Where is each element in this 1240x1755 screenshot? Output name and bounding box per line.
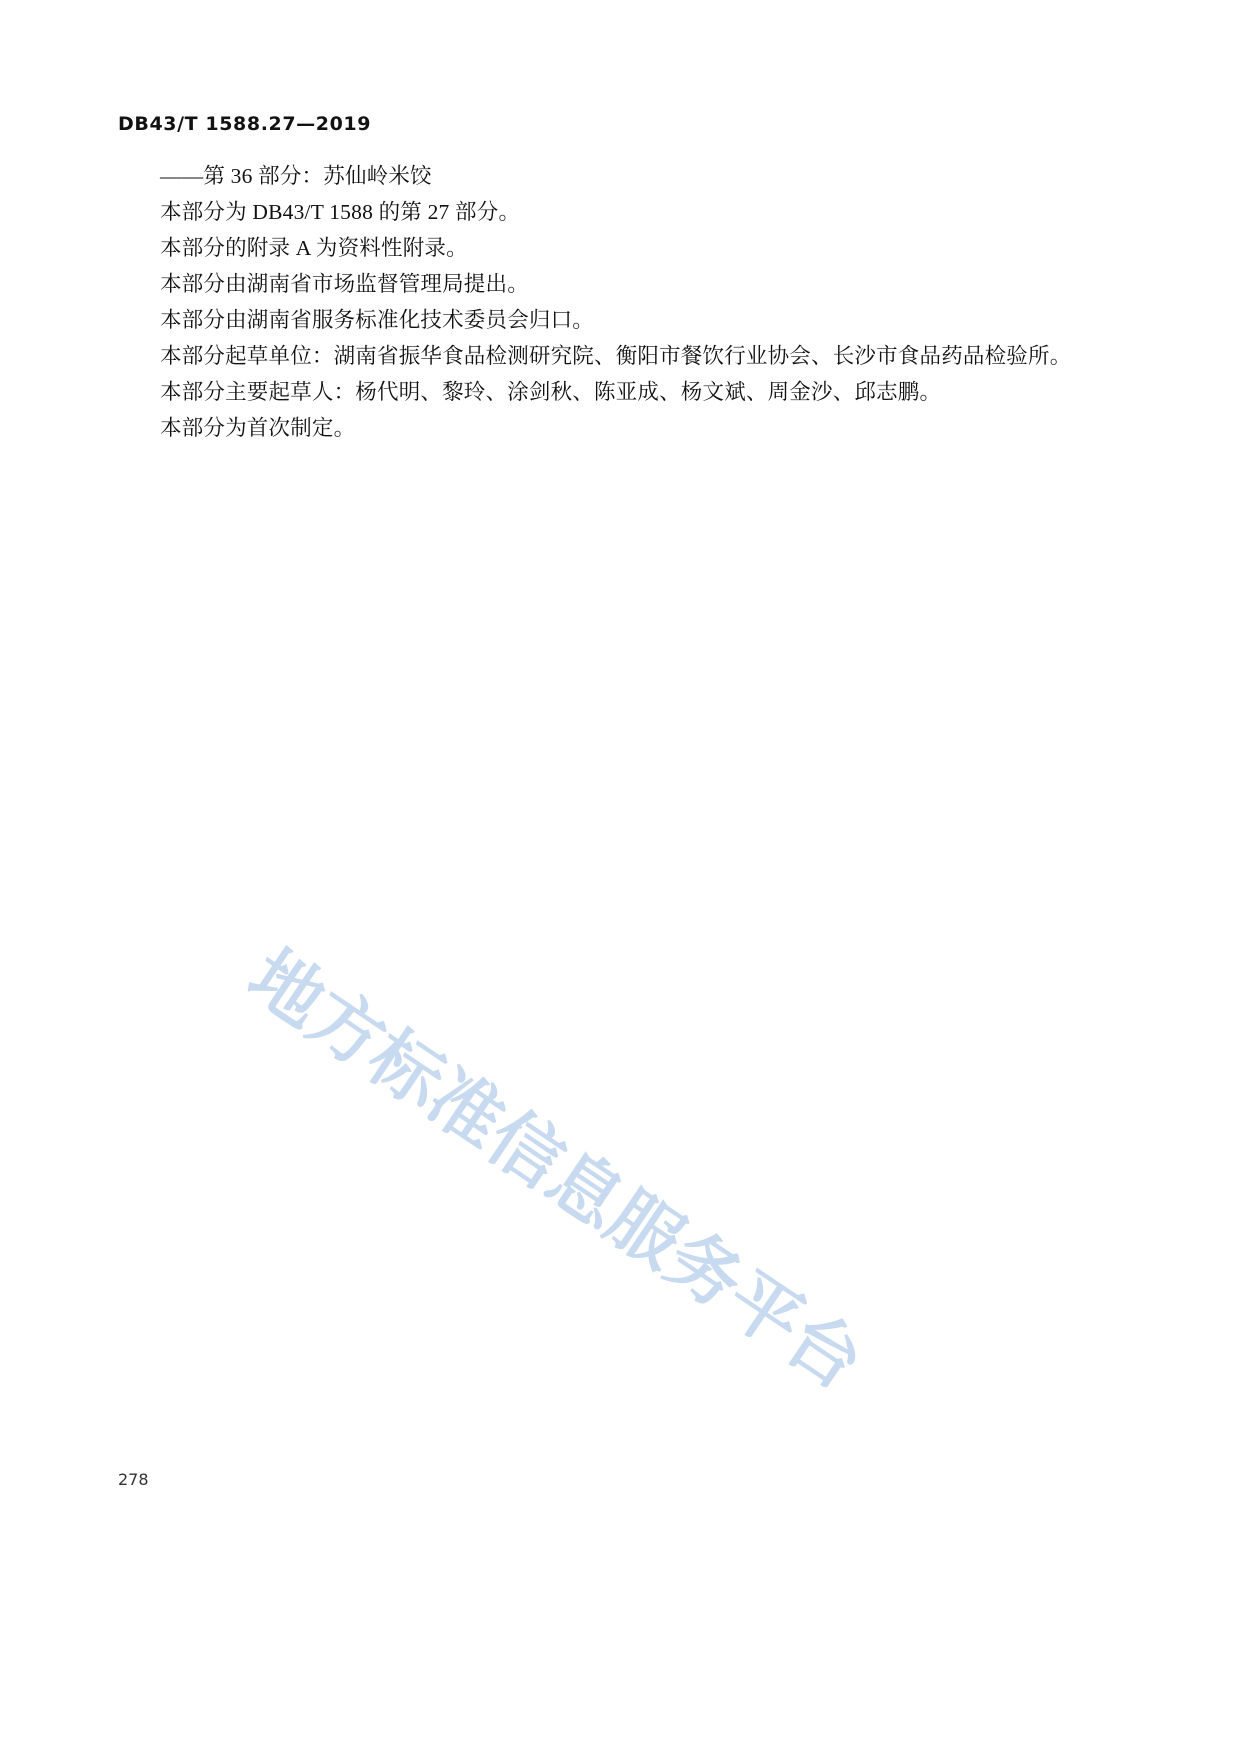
paragraph: 本部分为首次制定。 [160, 416, 356, 440]
standard-code-header: DB43/T 1588.27—2019 [118, 113, 372, 135]
watermark [234, 900, 950, 1406]
paragraph: 本部分由湖南省市场监督管理局提出。 [160, 272, 529, 296]
paragraph: 本部分为 DB43/T 1588 的第 27 部分。 [160, 200, 521, 224]
paragraph: 本部分主要起草人：杨代明、黎玲、涂剑秋、陈亚成、杨文斌、周金沙、邱志鹏。 [160, 380, 942, 404]
document-body [118, 158, 1118, 446]
paragraph: 本部分的附录 A 为资料性附录。 [160, 236, 468, 260]
page-number: 278 [118, 1470, 149, 1489]
paragraph: ——第 36 部分：苏仙岭米饺 [160, 164, 432, 188]
watermark-text: 地方标准信息服务平台 [234, 933, 878, 1406]
paragraph: 本部分起草单位：湖南省振华食品检测研究院、衡阳市餐饮行业协会、长沙市食品药品检验所。 [160, 344, 1072, 368]
paragraph: 本部分由湖南省服务标准化技术委员会归口。 [160, 308, 595, 332]
